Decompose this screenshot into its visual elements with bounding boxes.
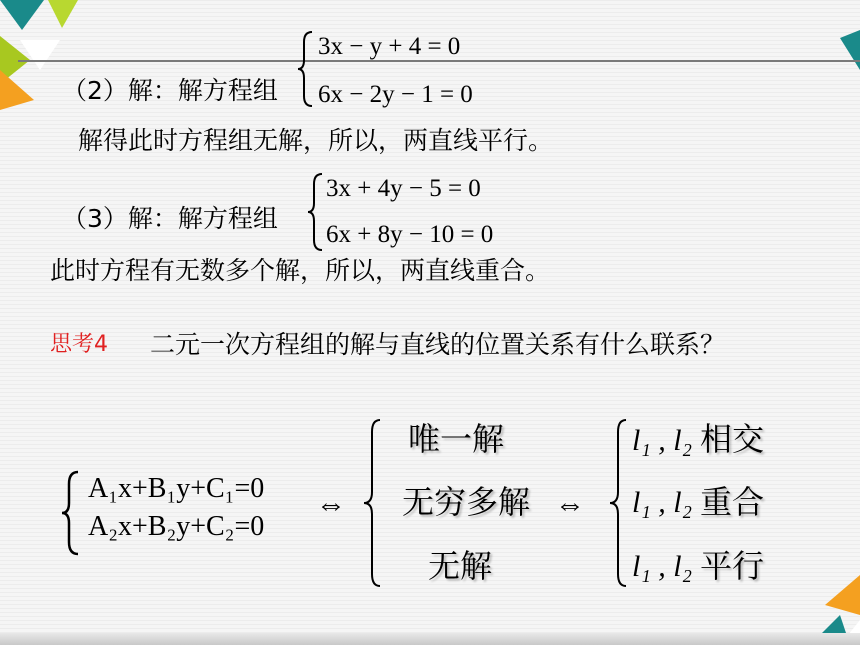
part3-equation-1: 3x + 4y − 5 = 0 bbox=[326, 175, 481, 202]
part2-conclusion: 解得此时方程组无解，所以，两直线平行。 bbox=[78, 126, 554, 155]
solutions-brace bbox=[362, 418, 384, 588]
part2-brace bbox=[296, 30, 316, 108]
part3-brace bbox=[306, 172, 326, 252]
solution-infinite: 无穷多解 bbox=[402, 483, 531, 521]
relation-coincide: 重合 bbox=[700, 483, 765, 521]
relation-lines-2: l₁ , l₂ bbox=[632, 486, 693, 519]
top-divider bbox=[18, 60, 860, 62]
solution-unique: 唯一解 bbox=[408, 420, 505, 458]
relation-lines-1: l₁ , l₂ bbox=[632, 424, 693, 457]
think4-question: 二元一次方程组的解与直线的位置关系有什么联系？ bbox=[150, 330, 726, 359]
relation-lines-3: l₁ , l₂ bbox=[632, 550, 693, 583]
solution-none: 无解 bbox=[428, 547, 493, 585]
think4-tag: 思考4 bbox=[50, 332, 108, 357]
bottom-bar bbox=[0, 633, 860, 645]
part2-equation-2: 6x − 2y − 1 = 0 bbox=[318, 81, 473, 108]
equivalence-arrow-1: ⇔ bbox=[316, 488, 346, 521]
relations-brace bbox=[608, 418, 630, 588]
system-equation-1: A₁x+B₁y+C₁=0 bbox=[88, 473, 265, 504]
part2-equation-1: 3x − y + 4 = 0 bbox=[318, 33, 461, 60]
equivalence-arrow-2: ⇔ bbox=[555, 488, 585, 521]
part3-equation-2: 6x + 8y − 10 = 0 bbox=[326, 221, 494, 248]
system-equation-2: A₂x+B₂y+C₂=0 bbox=[88, 511, 265, 542]
part3-label: （3）解：解方程组 bbox=[62, 204, 278, 233]
system-brace bbox=[60, 470, 82, 556]
part2-label: （2）解：解方程组 bbox=[62, 76, 278, 105]
relation-intersect: 相交 bbox=[700, 420, 765, 458]
relation-parallel: 平行 bbox=[700, 547, 765, 585]
part3-conclusion: 此时方程有无数多个解，所以，两直线重合。 bbox=[50, 256, 551, 285]
